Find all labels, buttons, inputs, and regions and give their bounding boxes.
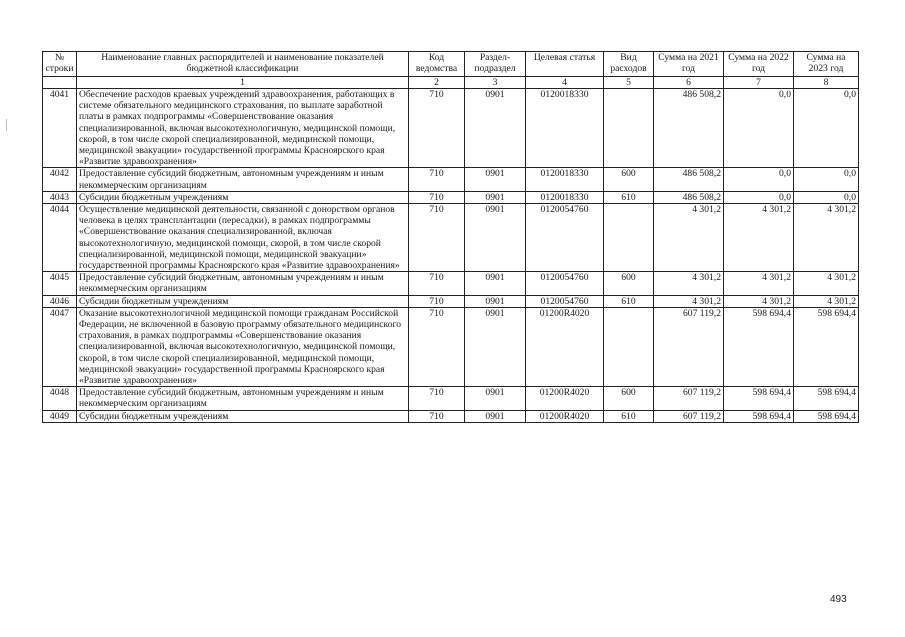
budget-table: [42, 51, 859, 423]
row-target: 0120018330: [526, 89, 604, 168]
table-row: [43, 272, 859, 295]
table-row: [43, 307, 859, 386]
row-sum-2021: 607 119,2: [654, 410, 724, 422]
row-name: Предоставление субсидий бюджетным, автономным учреждениям и иным некоммерческим организациям: [77, 272, 409, 295]
row-name: Предоставление субсидий бюджетным, автономным учреждениям и иным некоммерческим организациям: [77, 387, 409, 410]
row-section: 0901: [465, 295, 526, 307]
row-target: 01200R4020: [526, 387, 604, 410]
row-sum-2022: 598 694,4: [724, 387, 794, 410]
row-sum-2023: 0,0: [794, 191, 859, 203]
row-sum-2021: 4 301,2: [654, 204, 724, 272]
row-dept-code: 710: [409, 204, 465, 272]
row-sum-2022: 0,0: [724, 89, 794, 168]
row-sum-2021: 607 119,2: [654, 307, 724, 386]
row-target: 0120018330: [526, 191, 604, 203]
row-sum-2023: 598 694,4: [794, 410, 859, 422]
row-section: 0901: [465, 307, 526, 386]
row-exp-type: 610: [604, 295, 654, 307]
row-sum-2023: 4 301,2: [794, 204, 859, 272]
row-sum-2023: 4 301,2: [794, 295, 859, 307]
row-sum-2022: 4 301,2: [724, 295, 794, 307]
row-dept-code: 710: [409, 191, 465, 203]
row-exp-type: [604, 89, 654, 168]
header-sum-2022: Сумма на 2022 год: [724, 52, 794, 77]
header-name: Наименование главных распорядителей и наименование показателей бюджетной классификации: [77, 52, 409, 77]
row-section: 0901: [465, 89, 526, 168]
table-row: [43, 89, 859, 168]
col-index: 7: [724, 77, 794, 89]
row-name: Субсидии бюджетным учреждениям: [77, 295, 409, 307]
table-row: [43, 387, 859, 410]
row-number: 4045: [43, 272, 77, 295]
row-dept-code: 710: [409, 410, 465, 422]
row-name: Предоставление субсидий бюджетным, автономным учреждениям и иным некоммерческим организациям: [77, 168, 409, 191]
row-number: 4048: [43, 387, 77, 410]
header-target: Целевая статья: [526, 52, 604, 77]
col-index: 4: [526, 77, 604, 89]
col-index: 5: [604, 77, 654, 89]
row-name: Субсидии бюджетным учреждениям: [77, 191, 409, 203]
row-dept-code: 710: [409, 89, 465, 168]
row-sum-2022: 598 694,4: [724, 410, 794, 422]
row-sum-2022: 0,0: [724, 191, 794, 203]
header-row-no: № строки: [43, 52, 77, 77]
row-name: Обеспечение расходов краевых учреждений здравоохранения, работающих в системе обязательного медицинского страхования, по выплате заработной платы в рамках подпрограммы «Совершенствование оказания специализированной, включая высокотехнологичную, медицинской помощи, скорой, в том числе скорой специализированной, медицинской помощи, медицинской эвакуации» государственной программы Красноярского края «Развитие здравоохранения»: [77, 89, 409, 168]
row-dept-code: 710: [409, 387, 465, 410]
row-target: 01200R4020: [526, 307, 604, 386]
row-number: 4042: [43, 168, 77, 191]
row-dept-code: 710: [409, 168, 465, 191]
row-sum-2022: 4 301,2: [724, 272, 794, 295]
row-sum-2021: 486 508,2: [654, 168, 724, 191]
row-number: 4044: [43, 204, 77, 272]
row-section: 0901: [465, 272, 526, 295]
row-sum-2021: 4 301,2: [654, 295, 724, 307]
row-sum-2021: 607 119,2: [654, 387, 724, 410]
row-sum-2022: 0,0: [724, 168, 794, 191]
header-row: [43, 52, 859, 77]
row-exp-type: 610: [604, 191, 654, 203]
row-dept-code: 710: [409, 307, 465, 386]
row-sum-2021: 486 508,2: [654, 89, 724, 168]
row-number: 4043: [43, 191, 77, 203]
row-sum-2022: 4 301,2: [724, 204, 794, 272]
row-number: 4047: [43, 307, 77, 386]
row-sum-2021: 486 508,2: [654, 191, 724, 203]
row-name: Осуществление медицинской деятельности, связанной с донорством органов человека в целях трансплантации (пересадки), в рамках подпрограммы «Совершенствование оказания специализированной, включая высокотехнологичную, медицинской помощи, скорой, в том числе скорой специализированной, медицинской помощи, медицинской эвакуации» государственной программы Красноярского края «Развитие здравоохранения»: [77, 204, 409, 272]
row-number: 4049: [43, 410, 77, 422]
row-target: 0120018330: [526, 168, 604, 191]
table-row: [43, 191, 859, 203]
row-sum-2023: 4 301,2: [794, 272, 859, 295]
row-exp-type: 610: [604, 410, 654, 422]
table-row: [43, 168, 859, 191]
row-name: Оказание высокотехнологичной медицинской помощи гражданам Российской Федерации, не включенной в базовую программу обязательного медицинского страхования, в рамках подпрограммы «Совершенствование оказания специализированной, включая высокотехнологичную, медицинской помощи, скорой, в том числе скорой специализированной, медицинской помощи, медицинской эвакуации» государственной программы Красноярского края «Развитие здравоохранения»: [77, 307, 409, 386]
row-dept-code: 710: [409, 295, 465, 307]
row-number: 4041: [43, 89, 77, 168]
col-index: 3: [465, 77, 526, 89]
row-dept-code: 710: [409, 272, 465, 295]
row-exp-type: [604, 204, 654, 272]
row-sum-2023: 0,0: [794, 168, 859, 191]
row-section: 0901: [465, 191, 526, 203]
col-index: 6: [654, 77, 724, 89]
row-number: 4046: [43, 295, 77, 307]
row-section: 0901: [465, 168, 526, 191]
scan-mark: [6, 119, 7, 131]
row-exp-type: 600: [604, 272, 654, 295]
header-section: Раздел-подраздел: [465, 52, 526, 77]
col-index: 8: [794, 77, 859, 89]
table-row: [43, 204, 859, 272]
header-exp-type: Вид расходов: [604, 52, 654, 77]
row-target: 01200R4020: [526, 410, 604, 422]
header-sum-2021: Сумма на 2021 год: [654, 52, 724, 77]
row-section: 0901: [465, 387, 526, 410]
row-name: Субсидии бюджетным учреждениям: [77, 410, 409, 422]
row-section: 0901: [465, 204, 526, 272]
row-sum-2023: 0,0: [794, 89, 859, 168]
page-number: 493: [830, 594, 847, 605]
row-target: 0120054760: [526, 204, 604, 272]
col-index: 1: [77, 77, 409, 89]
row-sum-2022: 598 694,4: [724, 307, 794, 386]
table-row: [43, 410, 859, 422]
row-sum-2023: 598 694,4: [794, 387, 859, 410]
column-index-row: [43, 77, 859, 89]
row-target: 0120054760: [526, 272, 604, 295]
col-index: [43, 77, 77, 89]
row-section: 0901: [465, 410, 526, 422]
row-exp-type: 600: [604, 168, 654, 191]
row-sum-2021: 4 301,2: [654, 272, 724, 295]
col-index: 2: [409, 77, 465, 89]
row-target: 0120054760: [526, 295, 604, 307]
row-exp-type: 600: [604, 387, 654, 410]
table-row: [43, 295, 859, 307]
row-sum-2023: 598 694,4: [794, 307, 859, 386]
header-dept-code: Код ведомства: [409, 52, 465, 77]
header-sum-2023: Сумма на 2023 год: [794, 52, 859, 77]
row-exp-type: [604, 307, 654, 386]
